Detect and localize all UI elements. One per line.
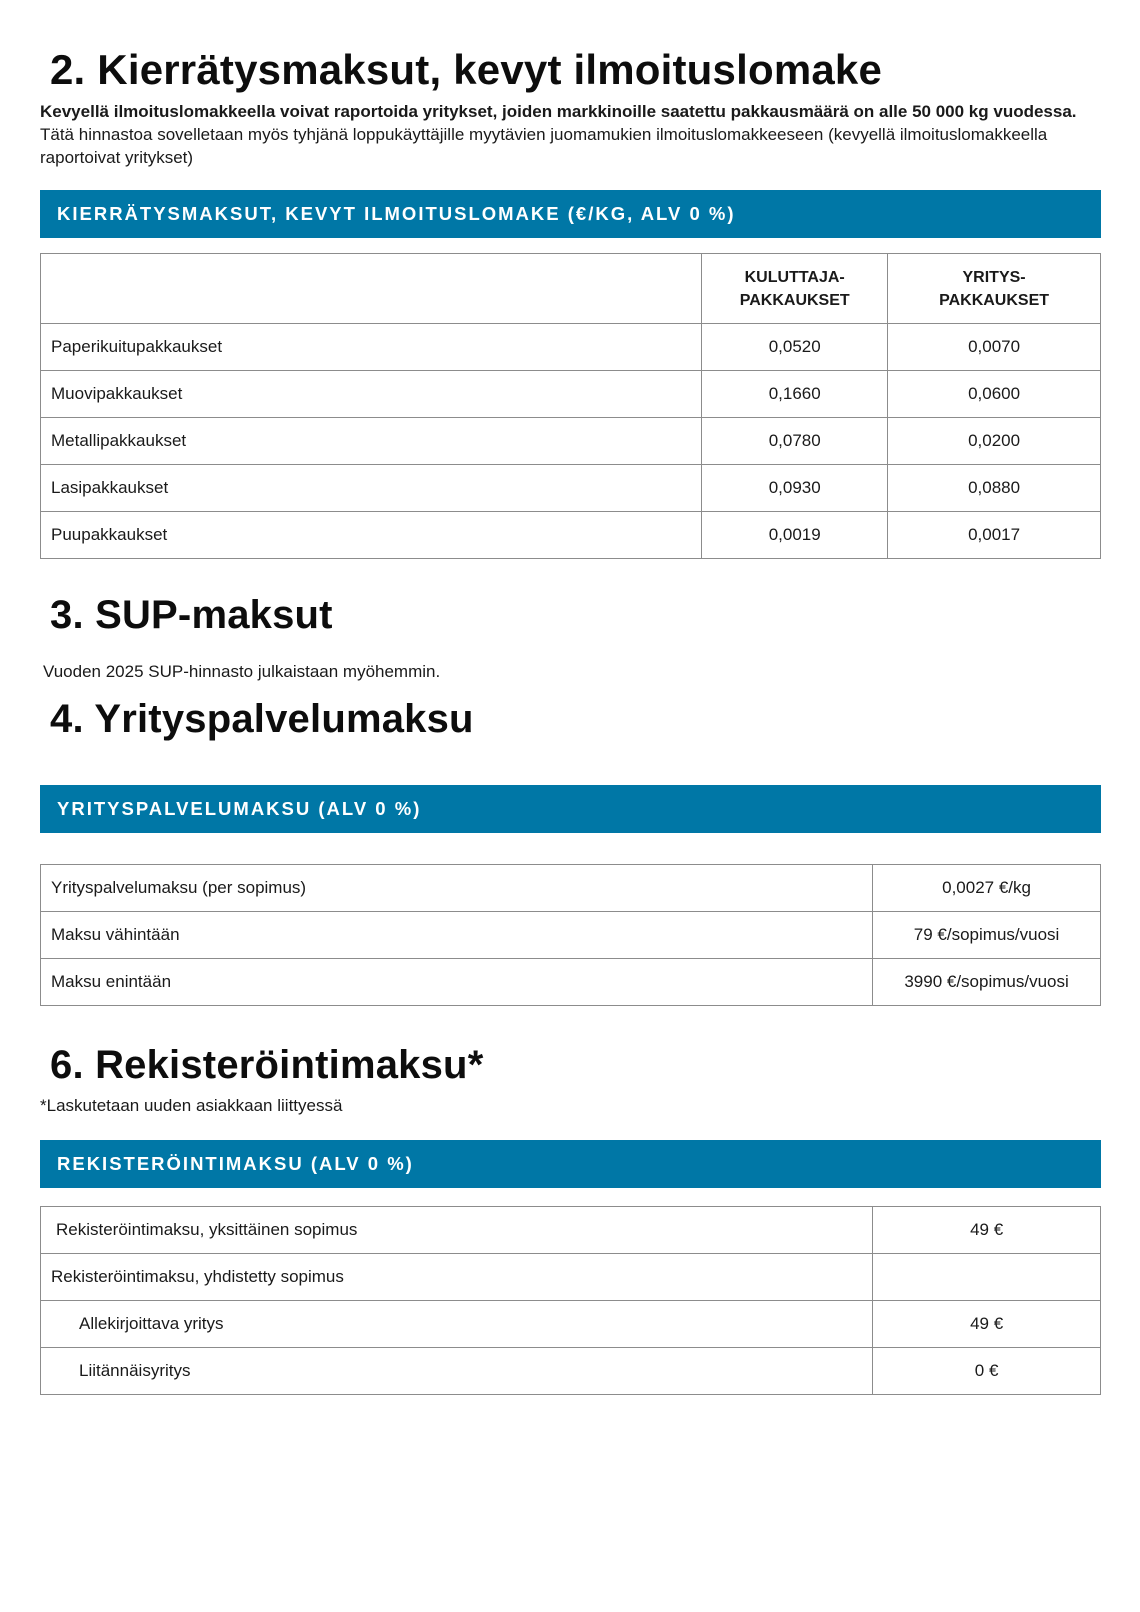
table-row	[41, 512, 1101, 559]
section-4-title: 4. Yrityspalvelumaksu	[50, 697, 474, 741]
table-row	[41, 1207, 1101, 1254]
recycling-fee-table	[40, 253, 1101, 559]
section-6-banner: REKISTERÖINTIMAKSU (ALV 0 %)	[40, 1140, 1101, 1188]
row-label: Metallipakkaukset	[41, 418, 702, 465]
section-2-title: 2. Kierrätysmaksut, kevyt ilmoituslomake	[50, 46, 883, 93]
business-value: 0,0600	[888, 371, 1101, 418]
consumer-value: 0,0780	[702, 418, 888, 465]
row-value: 0 €	[873, 1348, 1101, 1395]
row-label: Maksu vähintään	[41, 912, 873, 959]
consumer-value: 0,0019	[702, 512, 888, 559]
service-fee-table	[40, 864, 1101, 1006]
row-label: Paperikuitupakkaukset	[41, 324, 702, 371]
row-label: Rekisteröintimaksu, yhdistetty sopimus	[41, 1254, 873, 1301]
row-label: Rekisteröintimaksu, yksittäinen sopimus	[41, 1207, 873, 1254]
table-row	[41, 1348, 1101, 1395]
table-row	[41, 912, 1101, 959]
table-row	[41, 1301, 1101, 1348]
table-row	[41, 865, 1101, 912]
consumer-value: 0,1660	[702, 371, 888, 418]
table-row	[41, 465, 1101, 512]
row-value: 79 €/sopimus/vuosi	[873, 912, 1101, 959]
business-value: 0,0070	[888, 324, 1101, 371]
section-6-title: 6. Rekisteröintimaksu*	[50, 1043, 484, 1087]
section-3-title: 3. SUP-maksut	[50, 593, 333, 637]
row-label: Allekirjoittava yritys	[41, 1301, 873, 1348]
row-label: Maksu enintään	[41, 959, 873, 1006]
table-row	[41, 1254, 1101, 1301]
section-6-note: *Laskutetaan uuden asiakkaan liittyessä	[40, 1096, 343, 1115]
row-value: 49 €	[873, 1301, 1101, 1348]
row-label: Puupakkaukset	[41, 512, 702, 559]
row-label: Liitännäisyritys	[41, 1348, 873, 1395]
row-value: 49 €	[873, 1207, 1101, 1254]
table-header-row	[41, 254, 1101, 324]
header-empty-cell	[41, 254, 702, 324]
section-2-intro-rest: Tätä hinnastoa sovelletaan myös tyhjänä loppukäyttäjille myytävien juomamukien ilmoituslomakkeeseen (kevyellä ilmoituslomakkeella raportoivat yritykset)	[40, 125, 1048, 167]
consumer-value: 0,0930	[702, 465, 888, 512]
section-2-intro	[40, 100, 1100, 169]
row-label: Yrityspalvelumaksu (per sopimus)	[41, 865, 873, 912]
section-2-intro-bold: Kevyellä ilmoituslomakkeella voivat raportoida yritykset, joiden markkinoille saatettu pakkausmäärä on alle 50 000 kg vuodessa.	[40, 102, 1077, 121]
table-row	[41, 371, 1101, 418]
business-value: 0,0880	[888, 465, 1101, 512]
row-label: Lasipakkaukset	[41, 465, 702, 512]
row-value	[873, 1254, 1101, 1301]
header-consumer-packaging: KULUTTAJA- PAKKAUKSET	[702, 254, 888, 324]
row-value: 3990 €/sopimus/vuosi	[873, 959, 1101, 1006]
row-value: 0,0027 €/kg	[873, 865, 1101, 912]
header-business-packaging: YRITYS- PAKKAUKSET	[888, 254, 1101, 324]
row-label: Muovipakkaukset	[41, 371, 702, 418]
business-value: 0,0200	[888, 418, 1101, 465]
section-4-banner: YRITYSPALVELUMAKSU (ALV 0 %)	[40, 785, 1101, 833]
table-row	[41, 324, 1101, 371]
table-row	[41, 418, 1101, 465]
section-3-note: Vuoden 2025 SUP-hinnasto julkaistaan myöhemmin.	[43, 662, 441, 681]
table-row	[41, 959, 1101, 1006]
section-2-banner: KIERRÄTYSMAKSUT, KEVYT ILMOITUSLOMAKE (€/KG, ALV 0 %)	[40, 190, 1101, 238]
consumer-value: 0,0520	[702, 324, 888, 371]
registration-fee-table	[40, 1206, 1101, 1395]
business-value: 0,0017	[888, 512, 1101, 559]
